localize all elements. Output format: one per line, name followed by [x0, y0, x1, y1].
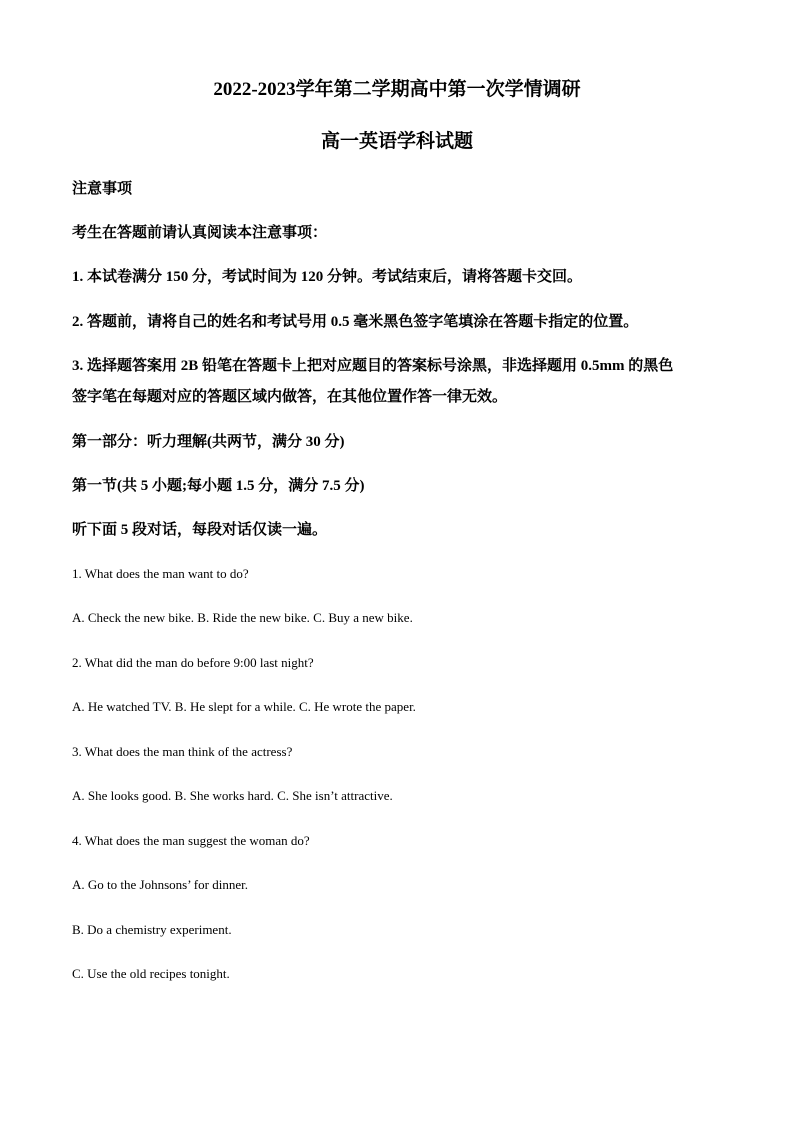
question-3: 3. What does the man think of the actress? — [72, 744, 293, 759]
question-4-option-a: A. Go to the Johnsons’ for dinner. — [72, 877, 248, 892]
notice-item-3-line-2: 签字笔在每题对应的答题区域内做答，在其他位置作答一律无效。 — [72, 389, 508, 405]
part1-heading: 第一部分：听力理解(共两节，满分 30 分) — [72, 434, 345, 450]
notice-intro: 考生在答题前请认真阅读本注意事项： — [72, 225, 328, 241]
exam-title: 2022-2023学年第二学期高中第一次学情调研 — [213, 79, 581, 100]
question-4-option-b: B. Do a chemistry experiment. — [72, 922, 232, 937]
listening-instruction: 听下面 5 段对话，每段对话仅读一遍。 — [72, 522, 328, 538]
question-1-options: A. Check the new bike. B. Ride the new bike. C. Buy a new bike. — [72, 610, 413, 625]
notice-heading: 注意事项 — [72, 181, 133, 197]
notice-item-1: 1. 本试卷满分 150 分，考试时间为 120 分钟。考试结束后，请将答题卡交回。 — [72, 269, 583, 285]
question-1: 1. What does the man want to do? — [72, 566, 249, 581]
question-4: 4. What does the man suggest the woman do? — [72, 833, 310, 848]
notice-item-3-line-1: 3. 选择题答案用 2B 铅笔在答题卡上把对应题目的答案标号涂黑，非选择题用 0.5mm 的黑色 — [72, 358, 674, 374]
question-3-options: A. She looks good. B. She works hard. C. She isn’t attractive. — [72, 788, 393, 803]
question-2: 2. What did the man do before 9:00 last night? — [72, 655, 314, 670]
question-2-options: A. He watched TV. B. He slept for a while. C. He wrote the paper. — [72, 699, 416, 714]
question-4-option-c: C. Use the old recipes tonight. — [72, 966, 230, 981]
exam-subtitle: 高一英语学科试题 — [320, 131, 473, 152]
notice-item-2: 2. 答题前，请将自己的姓名和考试号用 0.5 毫米黑色签字笔填涂在答题卡指定的位置。 — [72, 314, 639, 330]
section1-heading: 第一节(共 5 小题;每小题 1.5 分，满分 7.5 分) — [72, 478, 365, 494]
